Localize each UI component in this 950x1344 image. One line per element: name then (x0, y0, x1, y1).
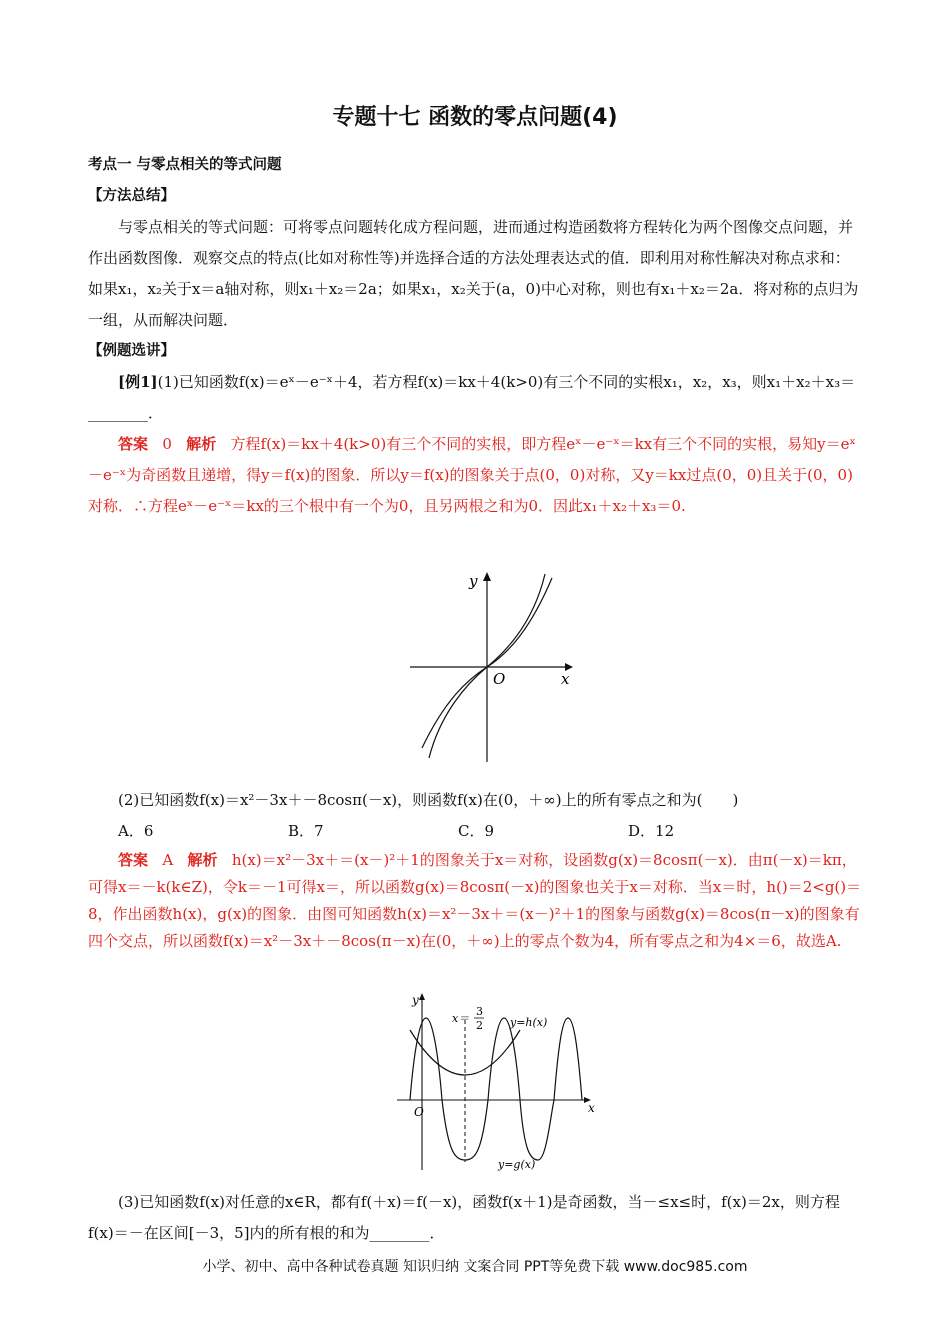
x-label: x (561, 670, 570, 688)
example2-answer (88, 847, 862, 955)
example-label: [例1] (118, 373, 158, 391)
choice-d[interactable]: D．12 (628, 822, 675, 840)
y-label: y (469, 572, 478, 590)
analysis-label: 解析 (187, 851, 218, 869)
choice-b[interactable]: B．7 (288, 822, 324, 840)
origin-label: O (493, 670, 506, 688)
h-label: y=h(x) (510, 1016, 548, 1029)
curve-g (410, 1018, 582, 1160)
page-title: 专题十七 函数的零点问题(4) (332, 105, 618, 130)
analysis-text: 方程f(x)＝kx＋4(k>0)有三个不同的实根，即方程eˣ－e⁻ˣ＝kx有三个不同的实根，易知y＝eˣ－e⁻ˣ为奇函数且递增，得y＝f(x)的图象．所以y＝f(x)的图象关于点(0，0)对称，又y＝kx过点(0，0)且关于(0，0)对称．∴方程eˣ－e⁻ˣ＝kx的三个根中有一个为0，且另两根之和为0．因此x₁＋x₂＋x₃＝0. (88, 435, 856, 515)
figure-2-graph (392, 990, 602, 1175)
method-section (88, 150, 862, 522)
answer-label: 答案 (118, 851, 149, 869)
choice-a[interactable]: A．6 (118, 822, 154, 840)
example-heading: 【例题选讲】 (88, 343, 175, 359)
choice-c[interactable]: C．9 (458, 822, 495, 840)
origin-label: O (414, 1105, 424, 1119)
method-heading: 【方法总结】 (88, 188, 175, 204)
answer-value: A (162, 851, 174, 869)
frac-denominator: 2 (476, 1019, 483, 1032)
example1-answer (88, 429, 862, 522)
figure-1-graph (405, 570, 580, 765)
method-text: 与零点相关的等式问题：可将零点问题转化成方程问题，进而通过构造函数将方程转化为两个图像交点问题，并作出函数图像．观察交点的特点(比如对称性等)并选择合适的方法处理表达式的值．即利用对称性解决对称点求和：如果x₁，x₂关于x＝a轴对称，则x₁＋x₂＝2a；如果x₁，x₂关于(a，0)中心对称，则也有x₁＋x₂＝2a．将对称的点归为一组，从而解决问题． (88, 218, 859, 329)
example1-question2: (2)已知函数f(x)＝x²－3x＋－8cosπ(－x)，则函数f(x)在(0，＋∞)上的所有零点之和为( ) (118, 791, 739, 809)
answer-label: 答案 (118, 435, 149, 453)
frac-numerator: 3 (476, 1005, 483, 1018)
example1-question3: (3)已知函数f(x)对任意的x∈R，都有f(＋x)＝f(－x)，函数f(x＋1)是奇函数，当－≤x≤时，f(x)＝2x，则方程f(x)＝－在区间[－3，5]内的所有根的和为________． (88, 1193, 840, 1242)
analysis-text: h(x)＝x²－3x＋＝(x－)²＋1的图象关于x＝对称，设函数g(x)＝8cosπ(－x)．由π(－x)＝kπ，可得x＝－k(k∈Z)，令k＝－1可得x＝，所以函数g(x)＝8cosπ(－x)的图象也关于x＝对称．当x＝时，h()＝2<g()＝8，作出函数h(x)，g(x)的图象．由图可知函数h(x)＝x²－3x＋＝(x－)²＋1的图象与函数g(x)＝8cos(π－x)的图象有四个交点，所以函数f(x)＝x²－3x＋－8cos(π－x)在(0，＋∞)上的零点个数为4，所有零点之和为4×＝6，故选A. (88, 851, 862, 950)
x-label: x (588, 1101, 595, 1115)
page-footer: 小学、初中、高中各种试卷真题 知识归纳 文案合同 PPT等免费下载 www.doc985.com (202, 1259, 748, 1275)
answer-value: 0 (162, 435, 172, 453)
answer-choices (88, 816, 862, 847)
y-axis-arrow (483, 572, 491, 581)
y-axis-arrow (419, 993, 425, 1000)
analysis-label: 解析 (186, 435, 217, 453)
g-label: y=g(x) (498, 1158, 536, 1171)
y-label: y (412, 993, 419, 1007)
question3-section (88, 1187, 862, 1249)
line-label: x＝ (452, 1012, 470, 1025)
question2-section (88, 785, 862, 955)
section-heading: 考点一 与零点相关的等式问题 (88, 157, 282, 173)
example1-q1-text: (1)已知函数f(x)＝eˣ－e⁻ˣ＋4，若方程f(x)＝kx＋4(k>0)有三个不同的实根x₁，x₂，x₃，则x₁＋x₂＋x₃＝________． (88, 373, 856, 422)
example1-question1 (88, 367, 862, 429)
